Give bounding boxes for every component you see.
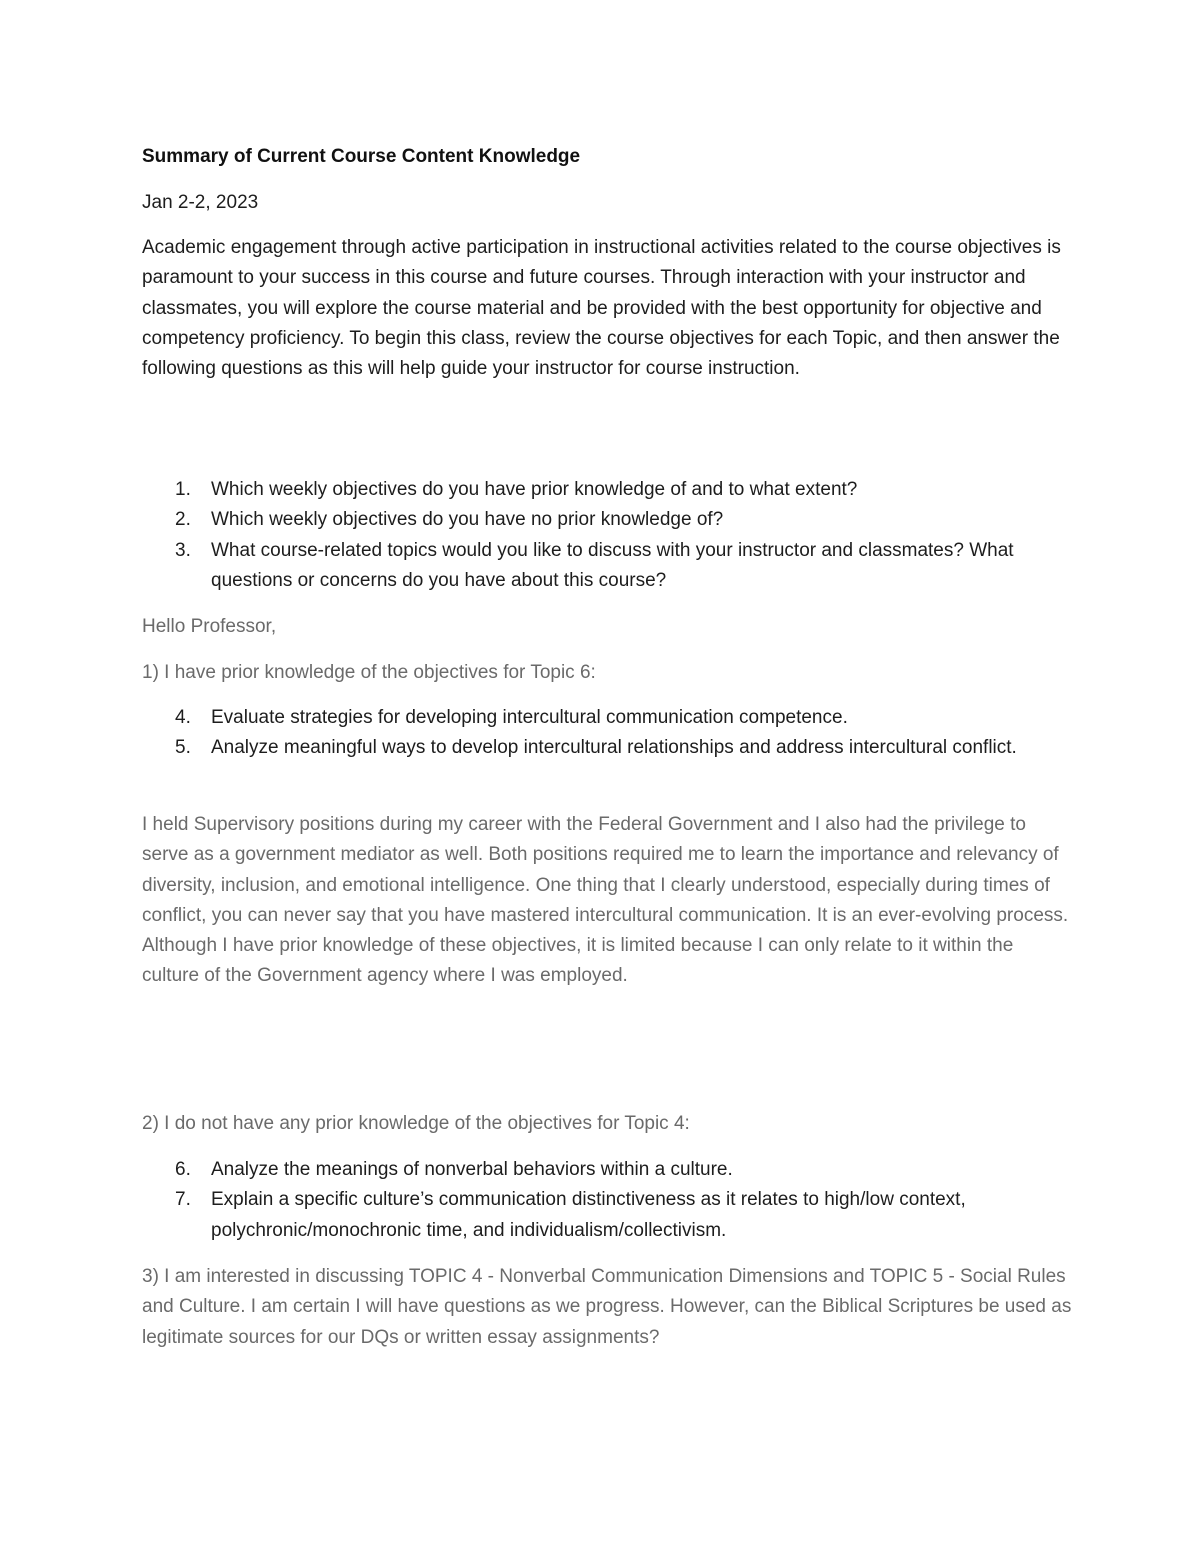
objective-item (142, 733, 1072, 763)
intro-paragraph: Academic engagement through active participation in instructional activities related to the course objectives is paramount to your success in this course and future courses. Through interaction with your instructor and classmates, you will explore the course material and be provided with the best opportunity for objective and competency proficiency. To begin this class, review the course objectives for each Topic, and then answer the following questions as this will help guide your instructor for course instruction. (142, 237, 1061, 380)
question-number: 3. (175, 539, 191, 561)
question-text: What course-related topics would you like to discuss with your instructor and classmates? What questions or concerns do you have about this course? (211, 539, 1014, 591)
objective-number: 6. (175, 1159, 191, 1180)
topic6-objectives-list (142, 703, 1072, 764)
answer1-intro: 1) I have prior knowledge of the objectives for Topic 6: (142, 662, 596, 683)
greeting: Hello Professor, (142, 616, 277, 637)
objective-number: 4. (175, 707, 191, 728)
objective-item (142, 703, 1072, 733)
objective-number: 7. (175, 1189, 191, 1211)
objective-text: Analyze meaningful ways to develop intercultural relationships and address intercultural conflict. (211, 737, 1017, 759)
question-item (142, 536, 1072, 597)
objective-item (142, 1185, 1072, 1246)
question-text: Which weekly objectives do you have prior knowledge of and to what extent? (211, 479, 858, 500)
answer2-intro: 2) I do not have any prior knowledge of the objectives for Topic 4: (142, 1113, 690, 1134)
objective-number: 5. (175, 737, 191, 759)
question-item (142, 505, 1072, 535)
question-item (142, 475, 1072, 505)
objective-item (142, 1155, 1072, 1185)
topic4-objectives-list (142, 1155, 1072, 1246)
objective-text: Analyze the meanings of nonverbal behaviors within a culture. (211, 1159, 733, 1180)
questions-list (142, 475, 1072, 596)
document-title: Summary of Current Course Content Knowledge (142, 146, 581, 167)
question-number: 1. (175, 479, 191, 500)
objective-text: Evaluate strategies for developing intercultural communication competence. (211, 707, 848, 728)
answer3-paragraph: 3) I am interested in discussing TOPIC 4 - Nonverbal Communication Dimensions and TOPIC 5 - Social Rules and Culture. I am certain I will have questions as we progress. However, can the Biblical Scriptures be used as legitimate sources for our DQs or written essay assignments? (142, 1266, 1072, 1348)
answer1-body: I held Supervisory positions during my career with the Federal Government and I also had the privilege to serve as a government mediator as well. Both positions required me to learn the importance and relevancy of diversity, inclusion, and emotional intelligence. One thing that I clearly understood, especially during times of conflict, you can never say that you have mastered intercultural communication. It is an ever-evolving process. Although I have prior knowledge of these objectives, it is limited because I can only relate to it within the culture of the Government agency where I was employed. (142, 814, 1069, 987)
question-text: Which weekly objectives do you have no prior knowledge of? (211, 509, 724, 531)
question-number: 2. (175, 509, 191, 531)
document-date: Jan 2-2, 2023 (142, 192, 259, 213)
objective-text: Explain a specific culture’s communication distinctiveness as it relates to high/low context, polychronic/monochronic time, and individualism/collectivism. (211, 1189, 966, 1241)
